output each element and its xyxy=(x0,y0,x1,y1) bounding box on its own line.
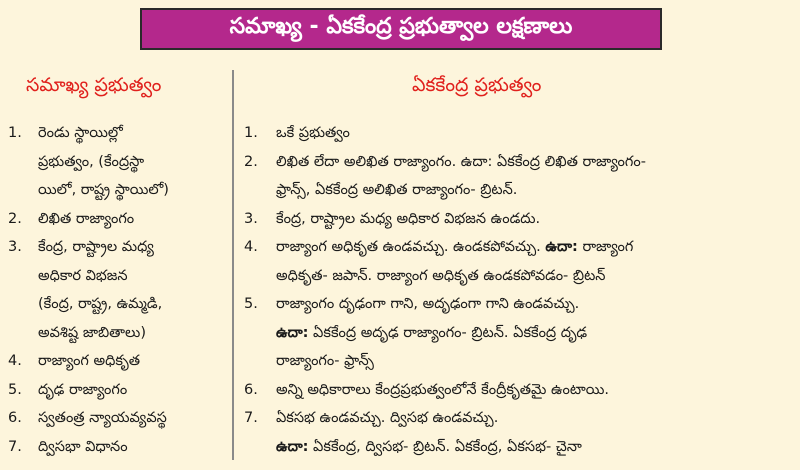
list-item xyxy=(8,205,226,234)
item-text-line xyxy=(276,319,794,348)
item-number: 1. xyxy=(244,125,258,141)
item-text-line xyxy=(276,233,794,262)
item-text: ఒకే ప్రభుత్వం xyxy=(276,125,350,141)
item-text: రాజ్యాంగ అధికృత ఉండవచ్చు. ఉండకపోవచ్చు. xyxy=(276,239,546,255)
item-number: 7. xyxy=(8,438,22,455)
item-text: కేంద్ర, రాష్ట్రాల మధ్య అధికార విభజన ఉండదు. xyxy=(276,210,541,227)
list-item xyxy=(244,404,794,461)
item-number: 7. xyxy=(244,410,258,426)
item-text: దృఢ రాజ్యాంగం xyxy=(38,381,128,398)
item-number: 2. xyxy=(244,153,258,170)
item-text: అవశిష్ట జాబితాలు) xyxy=(38,324,146,341)
example-label: ఉదా: xyxy=(276,438,309,455)
list-item xyxy=(8,433,226,462)
item-text: ఏకకేంద్ర అదృఢ రాజ్యాంగం- బ్రిటన్. ఏకకేంద్ర దృఢ xyxy=(308,324,588,341)
item-text: అన్ని అధికారాలు కేంద్రప్రభుత్వంలోనే కేంద్రీకృతమై ఉంటాయి. xyxy=(276,381,609,398)
example-label: ఉదా: xyxy=(545,239,578,255)
item-number: 4. xyxy=(244,239,258,255)
page-title: సమాఖ్య - ఏకకేంద్ర ప్రభుత్వాల లక్షణాలు xyxy=(140,8,662,50)
item-text: రాజ్యాంగ అధికృత xyxy=(38,353,140,369)
list-item xyxy=(8,376,226,405)
list-item xyxy=(8,119,226,205)
item-text: యిలో, రాష్ట్ర స్థాయిలో) xyxy=(38,182,169,198)
federal-features-list xyxy=(8,119,226,461)
item-number: 4. xyxy=(8,353,22,369)
item-number: 1. xyxy=(8,125,22,141)
example-label: ఉదా: xyxy=(276,324,309,341)
item-number: 5. xyxy=(8,381,22,398)
list-item xyxy=(244,205,794,234)
item-text: రెండు స్థాయిల్లో xyxy=(38,125,123,141)
list-item xyxy=(244,376,794,405)
item-text-line xyxy=(276,433,794,462)
list-item xyxy=(244,290,794,376)
item-text: రాజ్యాంగం దృఢంగా గాని, అదృఢంగా గాని ఉండవచ్చు. xyxy=(276,296,580,312)
item-text: రాజ్యాంగ xyxy=(577,239,634,255)
item-text: స్వతంత్ర న్యాయవ్యవస్థ xyxy=(38,410,167,426)
unitary-features-list xyxy=(244,119,794,461)
list-item xyxy=(8,404,226,433)
item-number: 5. xyxy=(244,296,258,312)
right-column-heading: ఏకకేంద్ర ప్రభుత్వం xyxy=(412,74,542,96)
list-item xyxy=(8,347,226,376)
item-number: 6. xyxy=(244,381,258,398)
item-number: 6. xyxy=(8,410,22,426)
item-text: అధికృత- జపాన్. రాజ్యాంగ అధికృత ఉండకపోవడం- బ్రిటన్ xyxy=(276,267,606,284)
list-item xyxy=(244,233,794,290)
item-text: కేంద్ర, రాష్ట్రాల మధ్య xyxy=(38,239,154,255)
list-item xyxy=(244,119,794,148)
item-text: ప్రభుత్వం, (కేంద్రస్థా xyxy=(38,153,145,170)
item-text: అధికార విభజన xyxy=(38,267,128,284)
list-item xyxy=(244,148,794,205)
item-number: 2. xyxy=(8,210,22,227)
item-text: (కేంద్ర, రాష్ట్ర, ఉమ్మడి, xyxy=(38,296,163,312)
item-number: 3. xyxy=(244,210,258,227)
item-text: లిఖిత లేదా అలిఖిత రాజ్యాంగం. ఉదా: ఏకకేంద్ర లిఖిత రాజ్యాంగం- xyxy=(276,153,646,170)
item-text: ఫ్రాన్స్, ఏకకేంద్ర అలిఖిత రాజ్యాంగం- బ్రిటన్. xyxy=(276,182,518,198)
item-number: 3. xyxy=(8,239,22,255)
item-text: ద్విసభా విధానం xyxy=(38,438,128,455)
left-column-heading: సమాఖ్య ప్రభుత్వం xyxy=(26,74,162,96)
item-text: రాజ్యాంగం- ఫ్రాన్స్ xyxy=(276,353,374,369)
item-text: ఏకకేంద్ర, ద్విసభ- బ్రిటన్. ఏకకేంద్ర, ఏకసభ- చైనా xyxy=(308,438,582,455)
item-text: లిఖిత రాజ్యాంగం xyxy=(38,210,135,227)
item-text: ఏకసభ ఉండవచ్చు. ద్విసభ ఉండవచ్చు. xyxy=(276,410,499,426)
list-item xyxy=(8,233,226,347)
column-divider xyxy=(232,70,234,460)
